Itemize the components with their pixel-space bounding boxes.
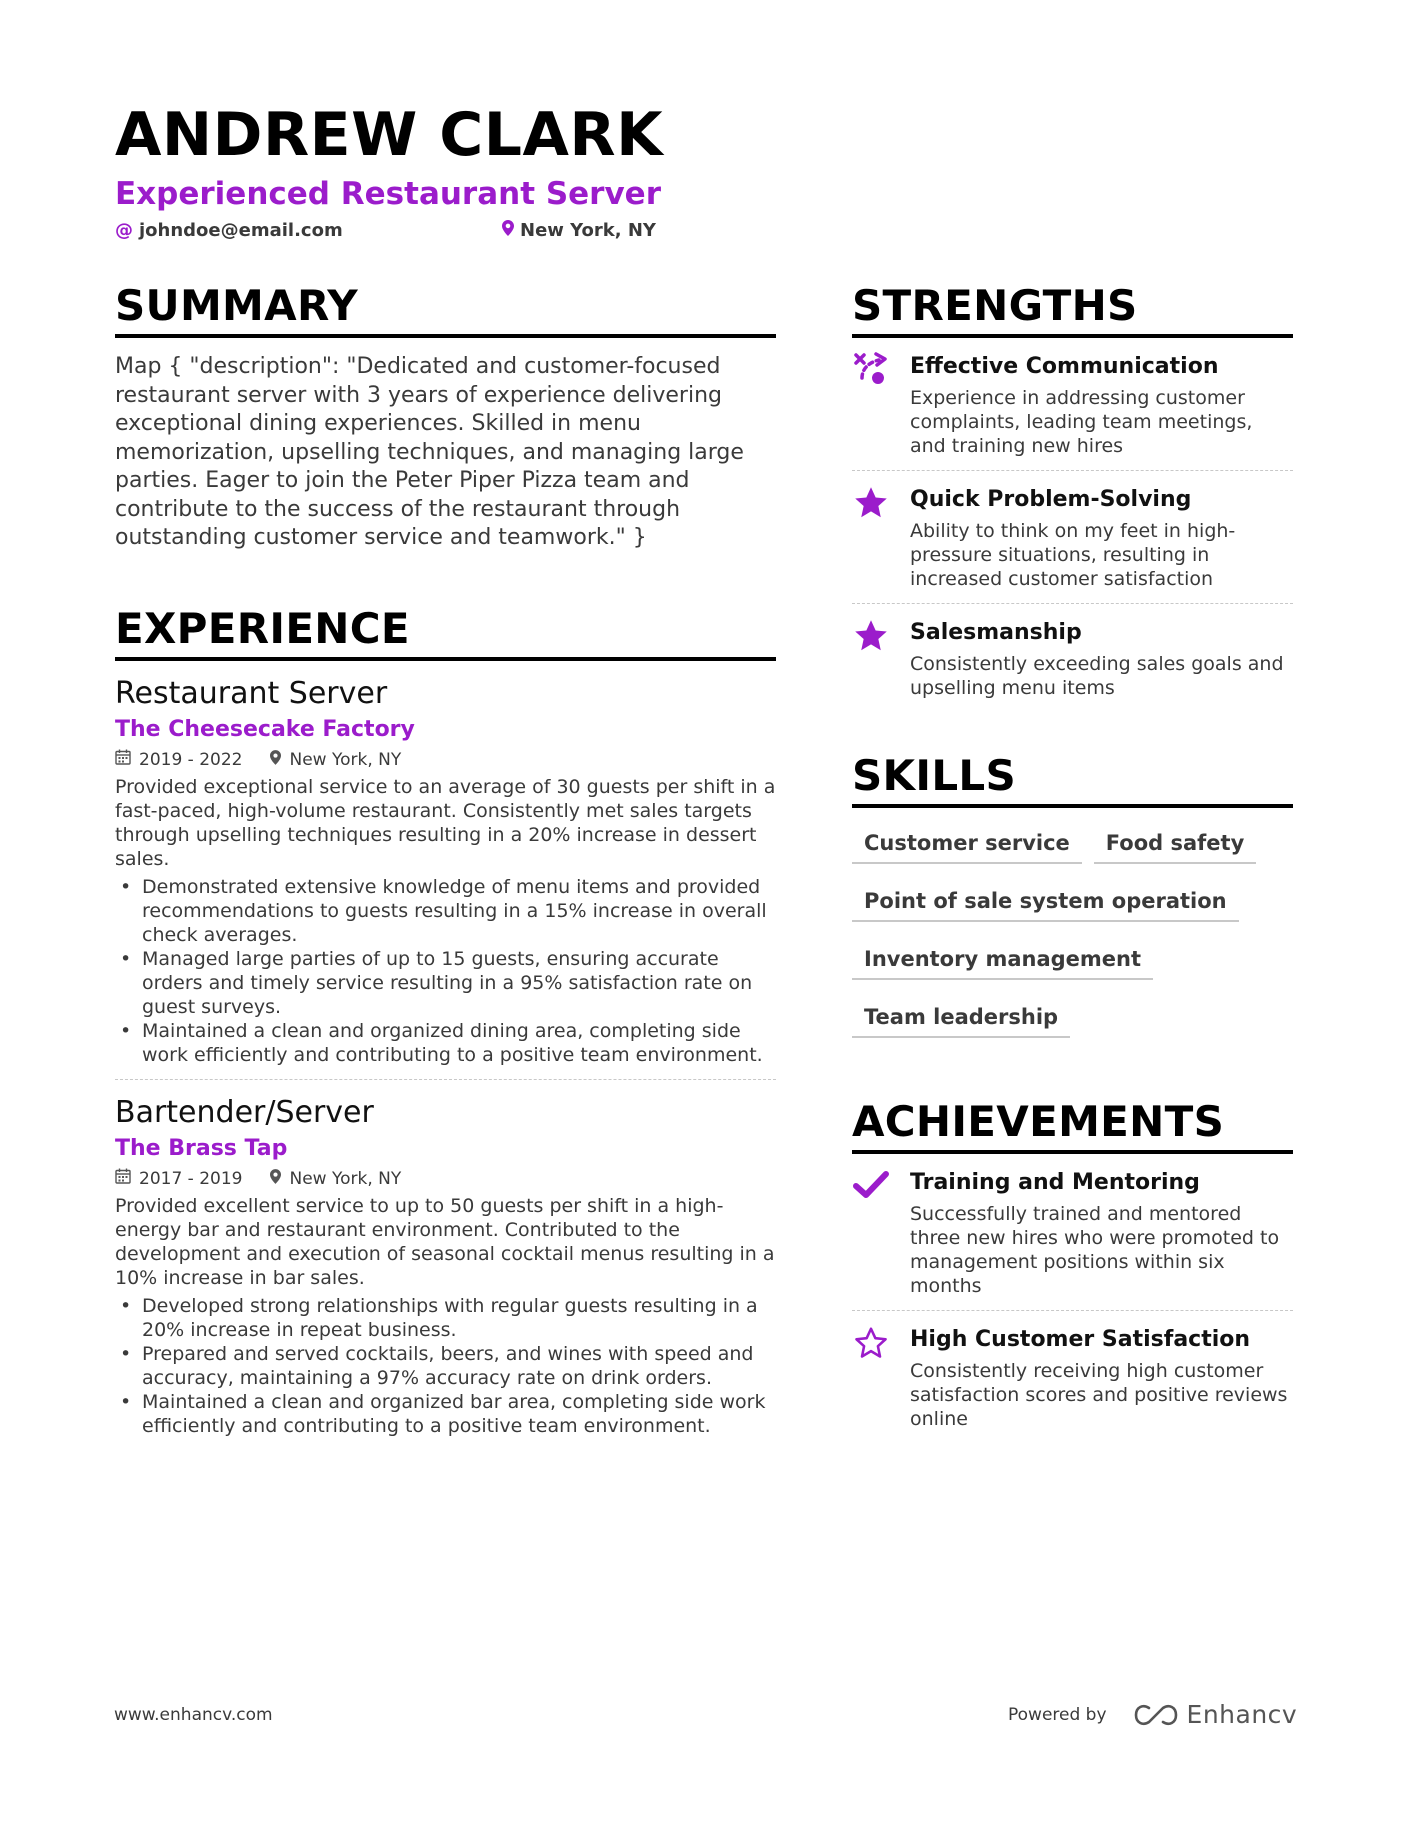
strength-title: Effective Communication — [910, 354, 1219, 379]
location-contact — [502, 220, 656, 241]
email-contact[interactable] — [115, 220, 343, 241]
achievement-item — [852, 1311, 1293, 1443]
achievement-desc: Successfully trained and mentored three new hires who were promoted to management positions within six months — [910, 1203, 1280, 1297]
footer-branding — [1008, 1700, 1297, 1729]
job-meta — [115, 749, 776, 771]
at-icon: @ — [115, 220, 133, 241]
location-text: New York, NY — [520, 220, 656, 241]
skills-list — [852, 824, 1293, 1056]
calendar-icon — [115, 749, 131, 770]
candidate-name: ANDREW CLARK — [115, 100, 664, 170]
candidate-title: Experienced Restaurant Server — [115, 176, 661, 212]
communication-icon — [852, 352, 910, 458]
summary-heading: SUMMARY — [115, 280, 776, 338]
strengths-section — [852, 280, 1293, 712]
skill-tag: Food safety — [1094, 824, 1256, 864]
achievements-heading: ACHIEVEMENTS — [852, 1096, 1293, 1154]
location-pin-icon — [270, 750, 281, 770]
location-pin-icon — [270, 1169, 281, 1189]
checkmark-icon — [852, 1168, 910, 1298]
star-filled-icon — [852, 618, 910, 700]
summary-section — [115, 280, 776, 553]
job-bullet: • Demonstrated extensive knowledge of menu items and provided recommendations to guests resulting in a 15% increase in overall check averages. — [115, 875, 776, 947]
star-outline-icon — [852, 1325, 910, 1431]
strengths-heading: STRENGTHS — [852, 280, 1293, 338]
left-column — [115, 280, 776, 1438]
experience-heading: EXPERIENCE — [115, 603, 776, 661]
job-location: New York, NY — [289, 749, 402, 770]
job-location: New York, NY — [289, 1168, 402, 1189]
skills-heading: SKILLS — [852, 750, 1293, 808]
strength-item — [852, 471, 1293, 604]
achievement-desc: Consistently receiving high customer satisfaction scores and positive reviews online — [910, 1360, 1288, 1430]
enhancv-logo[interactable] — [1133, 1700, 1298, 1729]
achievements-section — [852, 1096, 1293, 1443]
location-pin-icon — [502, 220, 514, 241]
company-name[interactable]: The Cheesecake Factory — [115, 716, 415, 742]
right-column — [852, 280, 1293, 1443]
job-bullets — [115, 1294, 776, 1438]
skill-tag: Point of sale system operation — [852, 882, 1239, 922]
experience-section — [115, 603, 776, 1438]
job-bullet: • Maintained a clean and organized dining area, completing side work efficiently and contributing to a positive team environment. — [115, 1019, 776, 1067]
job-bullet: • Prepared and served cocktails, beers, and wines with speed and accuracy, maintaining a 97% accuracy rate on drink orders. — [115, 1342, 776, 1390]
skill-tag: Team leadership — [852, 998, 1070, 1038]
summary-text: Map { "description": "Dedicated and customer-focused restaurant server with 3 years of experience delivering exceptional dining experiences. Skilled in menu memorization, upselling techniques, and managing large parties. Eager to join the Peter Piper Pizza team and contribute to the success of the restaurant through outstanding customer service and teamwork." } — [115, 354, 744, 550]
achievement-title: Training and Mentoring — [910, 1170, 1200, 1195]
powered-by-label: Powered by — [1008, 1704, 1107, 1725]
strength-desc: Ability to think on my feet in high-pressure situations, resulting in increased customer satisfaction — [910, 520, 1236, 590]
achievement-title: High Customer Satisfaction — [910, 1327, 1251, 1352]
strength-title: Quick Problem-Solving — [910, 487, 1192, 512]
divider — [115, 1079, 776, 1080]
strength-item — [852, 338, 1293, 471]
achievement-item — [852, 1154, 1293, 1311]
star-filled-icon — [852, 485, 910, 591]
strength-item — [852, 604, 1293, 712]
skills-section — [852, 750, 1293, 1056]
job-role: Restaurant Server — [115, 675, 388, 711]
skill-tag: Inventory management — [852, 940, 1153, 980]
company-name[interactable]: The Brass Tap — [115, 1135, 288, 1161]
footer-website[interactable]: www.enhancv.com — [114, 1705, 273, 1725]
job-role: Bartender/Server — [115, 1094, 374, 1130]
experience-item — [115, 675, 776, 1080]
job-bullet: • Maintained a clean and organized bar area, completing side work efficiently and contributing to a positive team environment. — [115, 1390, 776, 1438]
calendar-icon — [115, 1168, 131, 1189]
strength-desc: Experience in addressing customer complaints, leading team meetings, and training new hires — [910, 387, 1253, 457]
email-text: johndoe@email.com — [139, 220, 343, 241]
job-description: Provided excellent service to up to 50 guests per shift in a high-energy bar and restaurant environment. Contributed to the development and execution of seasonal cocktail menus resulting in a 10% increase in bar sales. — [115, 1194, 775, 1289]
skill-tag: Customer service — [852, 824, 1082, 864]
strength-desc: Consistently exceeding sales goals and upselling menu items — [910, 653, 1284, 699]
job-dates: 2019 - 2022 — [139, 749, 243, 770]
resume-header — [115, 98, 1295, 246]
job-bullet: • Developed strong relationships with regular guests resulting in a 20% increase in repeat business. — [115, 1294, 776, 1342]
strength-title: Salesmanship — [910, 620, 1082, 645]
job-bullet: • Managed large parties of up to 15 guests, ensuring accurate orders and timely service resulting in a 95% satisfaction rate on guest surveys. — [115, 947, 776, 1019]
job-dates: 2017 - 2019 — [139, 1168, 243, 1189]
job-bullets — [115, 875, 776, 1067]
job-meta — [115, 1168, 776, 1190]
brand-name: Enhancv — [1186, 1700, 1298, 1729]
enhancv-logo-icon — [1133, 1702, 1179, 1728]
job-description: Provided exceptional service to an average of 30 guests per shift in a fast-paced, high-volume restaurant. Consistently met sales targets through upselling techniques resulting in a 20% increase in dessert sales. — [115, 775, 776, 870]
experience-item — [115, 1094, 776, 1438]
contact-row — [115, 216, 1295, 246]
